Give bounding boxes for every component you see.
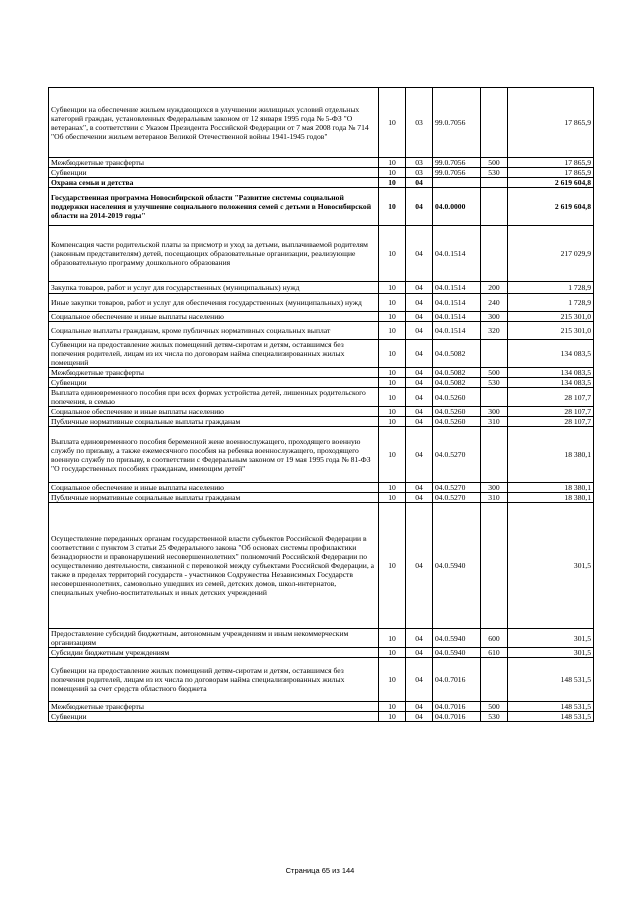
row-amount-cell: 301,5 <box>508 648 594 658</box>
row-section-cell: 10 <box>379 188 406 226</box>
budget-table-body <box>49 88 594 722</box>
row-amount-cell: 301,5 <box>508 503 594 629</box>
table-row <box>49 282 594 294</box>
row-expense-type-cell <box>481 658 508 702</box>
row-expense-type-cell <box>481 340 508 368</box>
row-section-cell: 10 <box>379 368 406 378</box>
row-expense-type-cell <box>481 226 508 282</box>
table-row <box>49 648 594 658</box>
row-subsection-cell: 04 <box>406 702 433 712</box>
row-amount-cell: 1 728,9 <box>508 282 594 294</box>
row-section-cell: 10 <box>379 168 406 178</box>
row-amount-cell: 134 083,5 <box>508 340 594 368</box>
row-section-cell: 10 <box>379 493 406 503</box>
row-section-cell: 10 <box>379 712 406 722</box>
row-subsection-cell: 04 <box>406 629 433 648</box>
table-row <box>49 493 594 503</box>
page-number: Страница 65 из 144 <box>285 866 355 875</box>
row-subsection-cell: 04 <box>406 427 433 483</box>
row-target-article-cell: 04.0.5082 <box>433 340 481 368</box>
row-section-cell: 10 <box>379 388 406 407</box>
row-subsection-cell: 04 <box>406 312 433 322</box>
table-row <box>49 407 594 417</box>
row-name-cell: Субвенции <box>49 168 379 178</box>
table-row <box>49 388 594 407</box>
row-target-article-cell: 04.0.0000 <box>433 188 481 226</box>
row-expense-type-cell: 530 <box>481 378 508 388</box>
table-row <box>49 178 594 188</box>
row-target-article-cell: 04.0.5260 <box>433 407 481 417</box>
row-expense-type-cell: 320 <box>481 322 508 340</box>
row-section-cell: 10 <box>379 158 406 168</box>
row-target-article-cell: 99.0.7056 <box>433 168 481 178</box>
row-expense-type-cell <box>481 88 508 158</box>
row-target-article-cell: 04.0.5940 <box>433 629 481 648</box>
row-amount-cell: 2 619 604,8 <box>508 178 594 188</box>
table-row <box>49 158 594 168</box>
row-subsection-cell: 04 <box>406 322 433 340</box>
budget-table <box>48 87 594 722</box>
row-subsection-cell: 04 <box>406 658 433 702</box>
table-row <box>49 629 594 648</box>
table-row <box>49 168 594 178</box>
row-name-cell: Социальное обеспечение и иные выплаты населению <box>49 483 379 493</box>
row-target-article-cell: 04.0.1514 <box>433 312 481 322</box>
row-amount-cell: 148 531,5 <box>508 658 594 702</box>
row-name-cell: Выплата единовременного пособия при всех формах устройства детей, лишенных родительского попечения, в семью <box>49 388 379 407</box>
row-amount-cell: 18 380,1 <box>508 483 594 493</box>
row-target-article-cell: 04.0.1514 <box>433 226 481 282</box>
row-target-article-cell: 04.0.7016 <box>433 702 481 712</box>
row-name-cell: Межбюджетные трансферты <box>49 702 379 712</box>
row-expense-type-cell: 600 <box>481 629 508 648</box>
row-section-cell: 10 <box>379 658 406 702</box>
table-row <box>49 368 594 378</box>
row-name-cell: Социальное обеспечение и иные выплаты населению <box>49 407 379 417</box>
row-amount-cell: 18 380,1 <box>508 493 594 503</box>
row-expense-type-cell: 200 <box>481 282 508 294</box>
row-amount-cell: 28 107,7 <box>508 407 594 417</box>
row-amount-cell: 148 531,5 <box>508 702 594 712</box>
row-expense-type-cell: 240 <box>481 294 508 312</box>
row-target-article-cell: 04.0.7016 <box>433 658 481 702</box>
row-expense-type-cell: 310 <box>481 417 508 427</box>
row-amount-cell: 28 107,7 <box>508 388 594 407</box>
row-section-cell: 10 <box>379 702 406 712</box>
row-target-article-cell: 04.0.5270 <box>433 427 481 483</box>
row-amount-cell: 18 380,1 <box>508 427 594 483</box>
row-subsection-cell: 04 <box>406 294 433 312</box>
row-expense-type-cell <box>481 427 508 483</box>
row-section-cell: 10 <box>379 312 406 322</box>
row-section-cell: 10 <box>379 282 406 294</box>
table-row <box>49 322 594 340</box>
row-name-cell: Публичные нормативные социальные выплаты гражданам <box>49 493 379 503</box>
row-section-cell: 10 <box>379 226 406 282</box>
row-name-cell: Государственная программа Новосибирской области "Развитие системы социальной поддержки населения и улучшение социального положения семей с детьми в Новосибирской области на 2014-2019 годы" <box>49 188 379 226</box>
row-target-article-cell: 04.0.5270 <box>433 493 481 503</box>
row-name-cell: Иные закупки товаров, работ и услуг для обеспечения государственных (муниципальных) нужд <box>49 294 379 312</box>
row-subsection-cell: 04 <box>406 378 433 388</box>
row-name-cell: Субвенции <box>49 378 379 388</box>
row-expense-type-cell: 610 <box>481 648 508 658</box>
row-section-cell: 10 <box>379 417 406 427</box>
table-row <box>49 712 594 722</box>
row-target-article-cell: 04.0.7016 <box>433 712 481 722</box>
row-subsection-cell: 04 <box>406 368 433 378</box>
table-row <box>49 226 594 282</box>
row-amount-cell: 17 865,9 <box>508 158 594 168</box>
row-amount-cell: 134 083,5 <box>508 368 594 378</box>
row-subsection-cell: 04 <box>406 493 433 503</box>
table-row <box>49 503 594 629</box>
row-expense-type-cell: 530 <box>481 168 508 178</box>
row-target-article-cell: 04.0.1514 <box>433 282 481 294</box>
row-subsection-cell: 04 <box>406 483 433 493</box>
table-row <box>49 312 594 322</box>
row-subsection-cell: 03 <box>406 158 433 168</box>
row-subsection-cell: 04 <box>406 388 433 407</box>
row-expense-type-cell: 300 <box>481 483 508 493</box>
row-subsection-cell: 04 <box>406 417 433 427</box>
row-amount-cell: 217 029,9 <box>508 226 594 282</box>
row-amount-cell: 2 619 604,8 <box>508 188 594 226</box>
row-section-cell: 10 <box>379 378 406 388</box>
row-target-article-cell: 04.0.5260 <box>433 388 481 407</box>
row-section-cell: 10 <box>379 648 406 658</box>
table-row <box>49 417 594 427</box>
row-name-cell: Социальные выплаты гражданам, кроме публичных нормативных социальных выплат <box>49 322 379 340</box>
row-amount-cell: 134 083,5 <box>508 378 594 388</box>
row-section-cell: 10 <box>379 427 406 483</box>
table-row <box>49 188 594 226</box>
row-target-article-cell: 04.0.5270 <box>433 483 481 493</box>
row-section-cell: 10 <box>379 322 406 340</box>
row-subsection-cell: 04 <box>406 503 433 629</box>
row-amount-cell: 301,5 <box>508 629 594 648</box>
row-subsection-cell: 04 <box>406 188 433 226</box>
row-target-article-cell: 04.0.5082 <box>433 378 481 388</box>
row-expense-type-cell <box>481 388 508 407</box>
row-name-cell: Закупка товаров, работ и услуг для государственных (муниципальных) нужд <box>49 282 379 294</box>
row-subsection-cell: 04 <box>406 648 433 658</box>
row-expense-type-cell <box>481 178 508 188</box>
row-target-article-cell: 04.0.5082 <box>433 368 481 378</box>
row-expense-type-cell <box>481 188 508 226</box>
row-name-cell: Субвенции <box>49 712 379 722</box>
row-target-article-cell: 99.0.7056 <box>433 88 481 158</box>
row-subsection-cell: 04 <box>406 712 433 722</box>
table-row <box>49 702 594 712</box>
row-name-cell: Межбюджетные трансферты <box>49 158 379 168</box>
row-target-article-cell: 04.0.1514 <box>433 294 481 312</box>
row-amount-cell: 148 531,5 <box>508 712 594 722</box>
row-name-cell: Предоставление субсидий бюджетным, автономным учреждениям и иным некоммерческим организациям <box>49 629 379 648</box>
row-name-cell: Охрана семьи и детства <box>49 178 379 188</box>
row-target-article-cell <box>433 178 481 188</box>
row-name-cell: Публичные нормативные социальные выплаты гражданам <box>49 417 379 427</box>
row-name-cell: Социальное обеспечение и иные выплаты населению <box>49 312 379 322</box>
row-name-cell: Компенсация части родительской платы за присмотр и уход за детьми, выплачиваемой родителям (законным представителям) детей, посещающих образовательные организации, реализующие образовательную программу дошкольного образования <box>49 226 379 282</box>
row-expense-type-cell: 530 <box>481 712 508 722</box>
row-expense-type-cell: 500 <box>481 702 508 712</box>
row-subsection-cell: 03 <box>406 168 433 178</box>
row-section-cell: 10 <box>379 178 406 188</box>
row-amount-cell: 215 301,0 <box>508 312 594 322</box>
row-expense-type-cell: 300 <box>481 312 508 322</box>
table-row <box>49 483 594 493</box>
row-target-article-cell: 04.0.5260 <box>433 417 481 427</box>
table-row <box>49 427 594 483</box>
row-subsection-cell: 04 <box>406 178 433 188</box>
row-section-cell: 10 <box>379 483 406 493</box>
row-expense-type-cell: 500 <box>481 158 508 168</box>
row-amount-cell: 17 865,9 <box>508 168 594 178</box>
row-section-cell: 10 <box>379 88 406 158</box>
row-expense-type-cell: 500 <box>481 368 508 378</box>
row-target-article-cell: 04.0.1514 <box>433 322 481 340</box>
row-section-cell: 10 <box>379 294 406 312</box>
row-subsection-cell: 04 <box>406 407 433 417</box>
row-name-cell: Субвенции на предоставление жилых помещений детям-сиротам и детям, оставшимся без попечения родителей, лицам из их числа по договорам найма специализированных жилых помещений за счет средств областного бюджета <box>49 658 379 702</box>
table-row <box>49 378 594 388</box>
row-subsection-cell: 04 <box>406 282 433 294</box>
row-section-cell: 10 <box>379 340 406 368</box>
row-name-cell: Субвенции на предоставление жилых помещений детям-сиротам и детям, оставшимся без попечения родителей, лицам из их числа по договорам найма специализированных жилых помещений <box>49 340 379 368</box>
row-subsection-cell: 04 <box>406 226 433 282</box>
row-name-cell: Субвенции на обеспечение жильем нуждающихся в улучшении жилищных условий отдельных категорий граждан, установленных Федеральным законом от 12 января 1995 года № 5-ФЗ "О ветеранах", в соответствии с Указом Президента Российской Федерации от 7 мая 2008 года № 714 "Об обеспечении жильем ветеранов Великой Отечественной войны 1941-1945 годов" <box>49 88 379 158</box>
table-row <box>49 88 594 158</box>
row-target-article-cell: 04.0.5940 <box>433 648 481 658</box>
row-expense-type-cell: 300 <box>481 407 508 417</box>
row-amount-cell: 17 865,9 <box>508 88 594 158</box>
row-expense-type-cell: 310 <box>481 493 508 503</box>
row-subsection-cell: 04 <box>406 340 433 368</box>
row-subsection-cell: 03 <box>406 88 433 158</box>
table-row <box>49 658 594 702</box>
row-amount-cell: 1 728,9 <box>508 294 594 312</box>
row-target-article-cell: 99.0.7056 <box>433 158 481 168</box>
row-name-cell: Субсидии бюджетным учреждениям <box>49 648 379 658</box>
row-name-cell: Межбюджетные трансферты <box>49 368 379 378</box>
table-row <box>49 294 594 312</box>
row-amount-cell: 28 107,7 <box>508 417 594 427</box>
row-target-article-cell: 04.0.5940 <box>433 503 481 629</box>
row-section-cell: 10 <box>379 407 406 417</box>
row-amount-cell: 215 301,0 <box>508 322 594 340</box>
row-expense-type-cell <box>481 503 508 629</box>
table-row <box>49 340 594 368</box>
row-name-cell: Осуществление переданных органам государственной власти субъектов Российской Федерации в соответствии с пунктом 3 статьи 25 Федерального закона "Об основах системы профилактики безнадзорности и правонарушений несовершеннолетних" полномочий Российской Федерации по осуществлению деятельности, связанной с перевозкой между субъектами Российской Федерации, а также в пределах территорий государств - участников Содружества Независимых Государств несовершеннолетних, самовольно ушедших из семей, детских домов, школ-интернатов, специальных учебно-воспитательных и иных детских учреждений <box>49 503 379 629</box>
row-name-cell: Выплата единовременного пособия беременной жене военнослужащего, проходящего военную службу по призыву, а также ежемесячного пособия на ребенка военнослужащего, проходящего военную службу по призыву, в соответствии с Федеральным законом от 19 мая 1995 года № 81-ФЗ "О государственных пособиях гражданам, имеющим детей" <box>49 427 379 483</box>
row-section-cell: 10 <box>379 503 406 629</box>
row-section-cell: 10 <box>379 629 406 648</box>
